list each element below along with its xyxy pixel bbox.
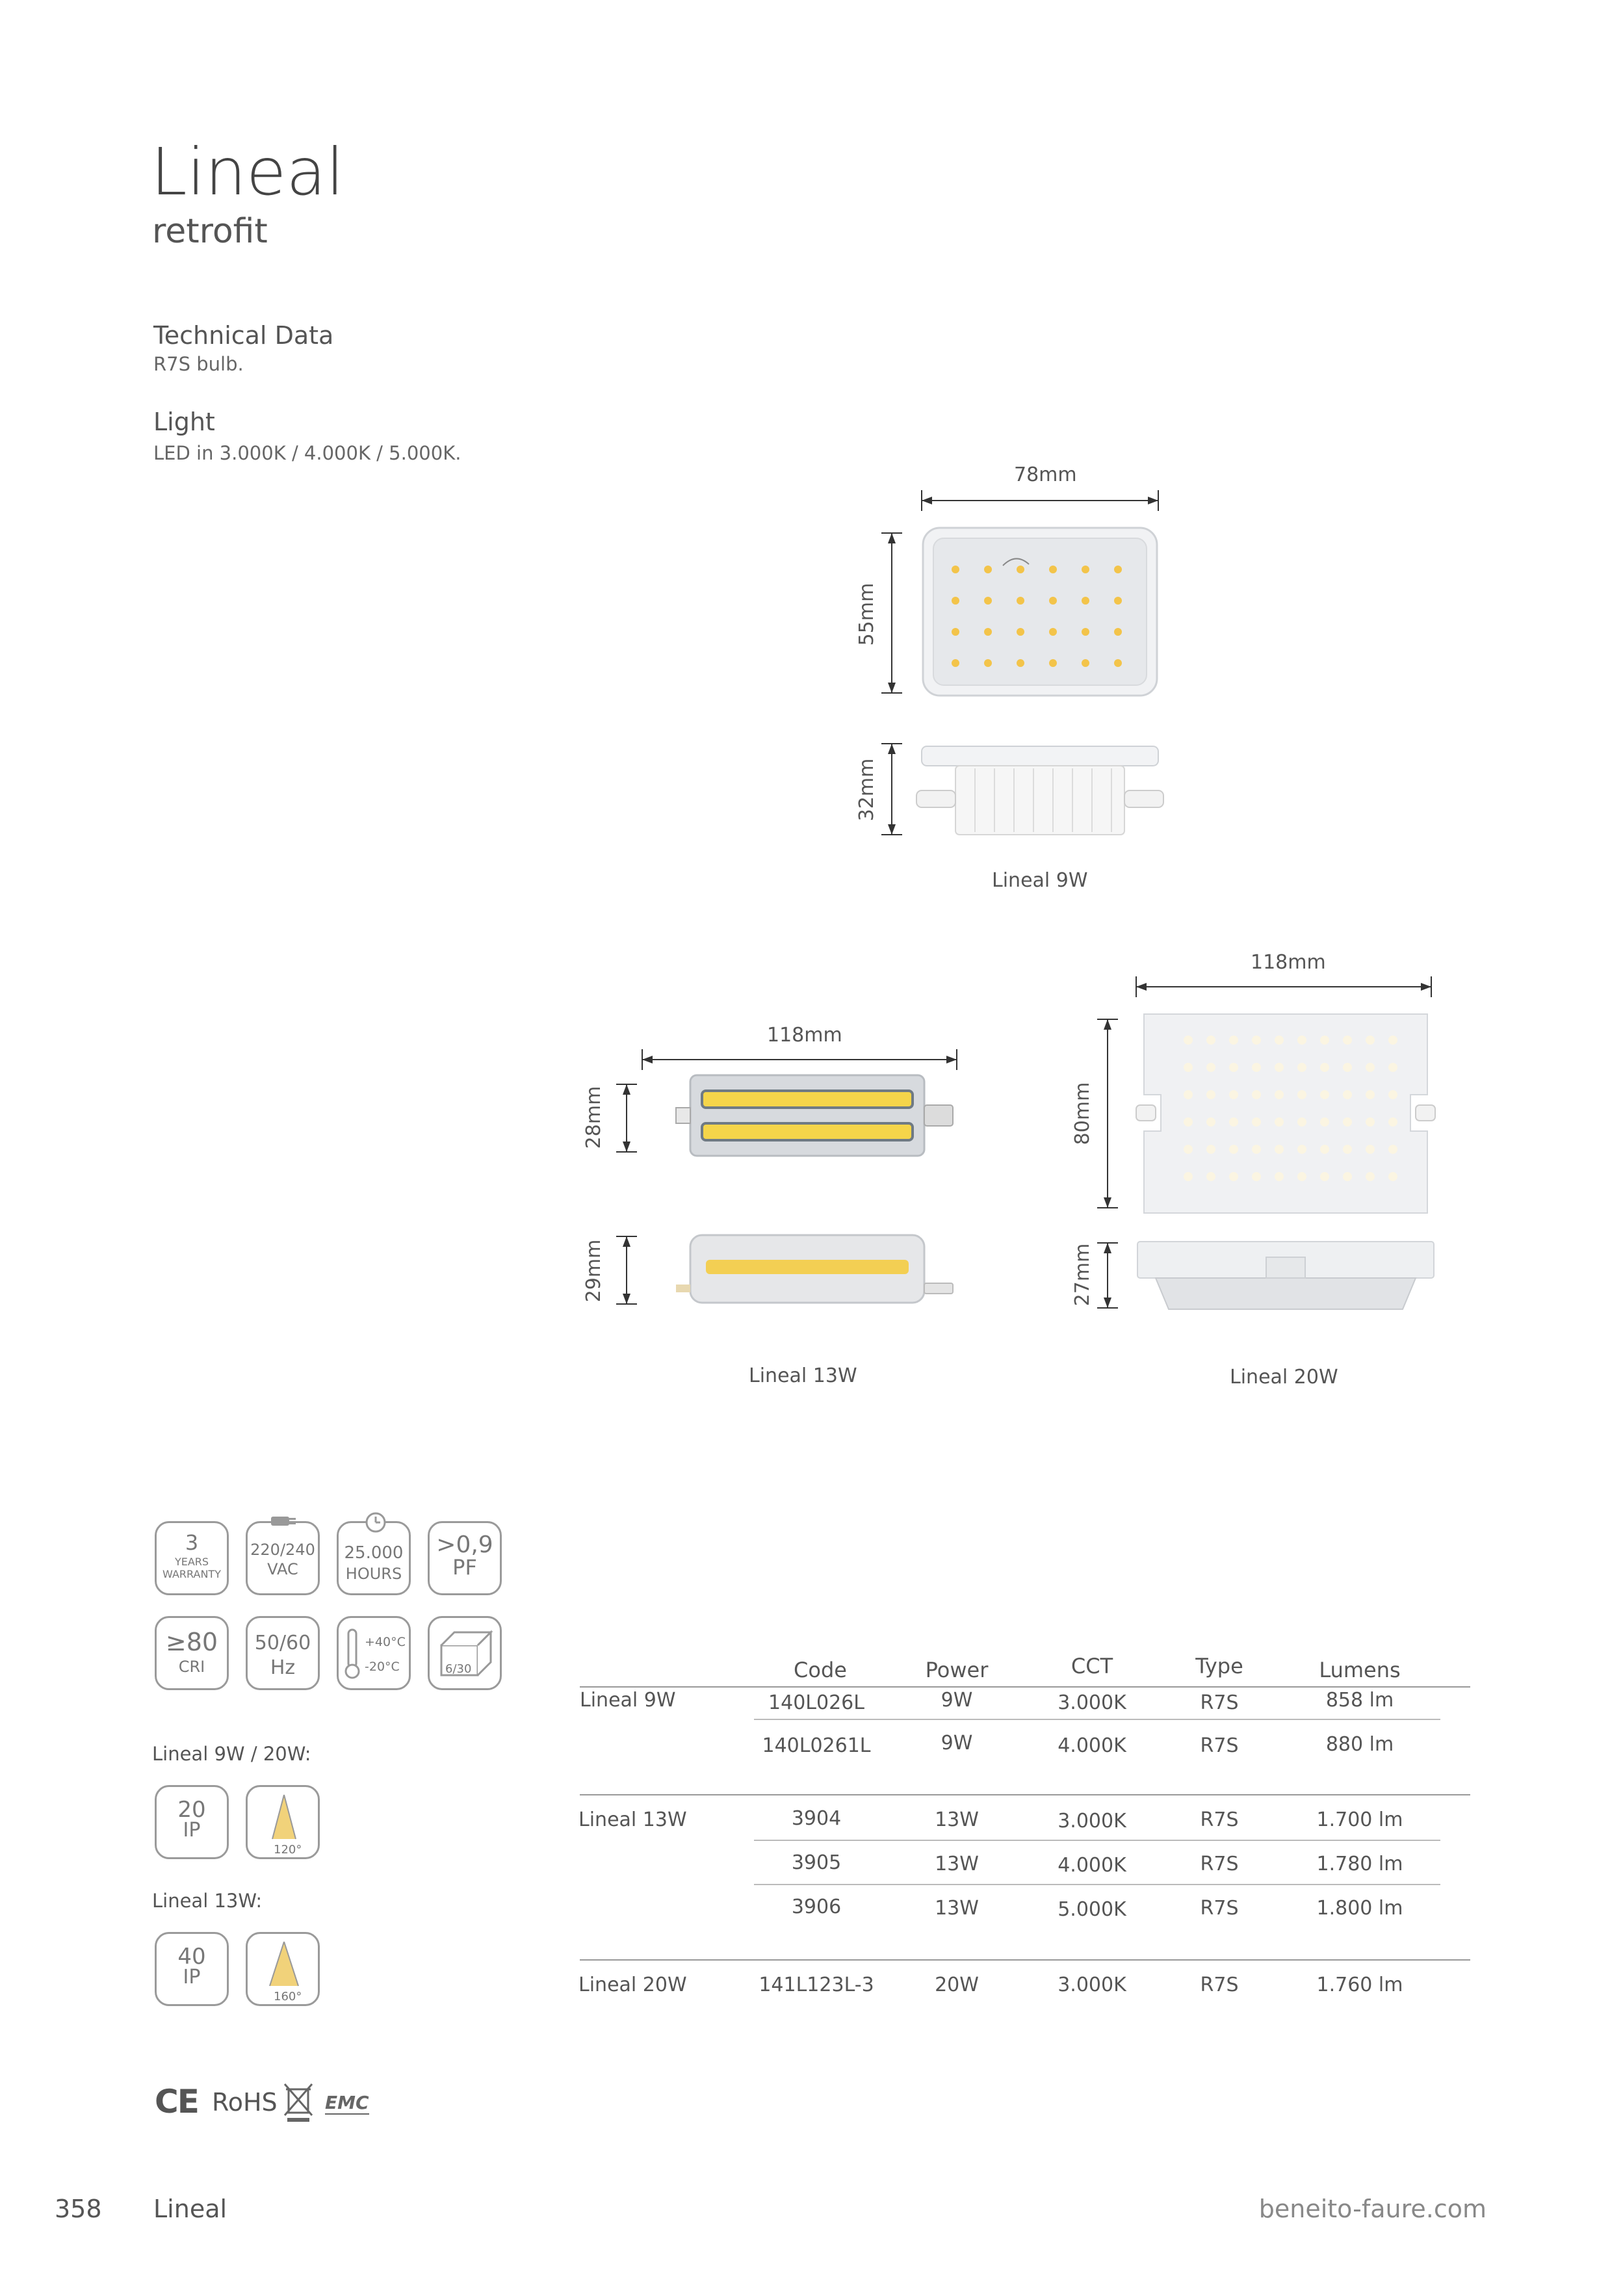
dimension-line-width (1131, 974, 1436, 1000)
table-divider (580, 1686, 1470, 1688)
table-cell-cct: 5.000K (1058, 1898, 1126, 1921)
footer-title: Lineal (153, 2195, 227, 2223)
table-cell-cct: 4.000K (1058, 1734, 1126, 1757)
table-cell-power: 13W (935, 1897, 979, 1920)
dimension-height-label: 80mm (1071, 1082, 1094, 1145)
dimension-line-width (637, 1047, 962, 1073)
table-divider (580, 1959, 1470, 1961)
table-cell-cct: 3.000K (1058, 1974, 1126, 1996)
dimension-width-label: 118mm (767, 1024, 842, 1047)
dimension-depth-label: 32mm (855, 758, 878, 822)
table-cell-type: R7S (1200, 1853, 1239, 1875)
dimension-depth-label: 29mm (582, 1239, 605, 1303)
lineal-13w-top-view (676, 1075, 955, 1156)
table-header-cct: CCT (1071, 1654, 1113, 1678)
pf-badge: >0,9 PF (428, 1521, 502, 1595)
packaging-badge: 6/30 (428, 1616, 502, 1690)
table-cell-lumens: 1.700 lm (1316, 1808, 1403, 1831)
ip-badge: 20 IP (155, 1785, 229, 1859)
table-group-lineal-20w: Lineal 20W (578, 1974, 687, 1996)
dimension-line-width (916, 488, 1163, 514)
lineal-9w-top-view (922, 527, 1158, 697)
voltage-badge: 220/240 VAC (246, 1521, 320, 1595)
table-header-type: Type (1195, 1654, 1243, 1678)
ce-mark: CE (155, 2083, 198, 2120)
table-cell-code: 3905 (791, 1851, 842, 1874)
ip-badge: 40 IP (155, 1932, 229, 2006)
cri-badge: ≥80 CRI (155, 1616, 229, 1690)
table-header-lumens: Lumens (1319, 1658, 1401, 1682)
lineal-13w-side-view (676, 1231, 955, 1307)
ip-group-label: Lineal 9W / 20W: (152, 1743, 311, 1765)
dimension-line-height (614, 1079, 640, 1157)
technical-text: R7S bulb. (153, 353, 244, 375)
beam-angle-badge: 160° (246, 1932, 320, 2006)
dimension-line-height (879, 528, 905, 698)
table-cell-power: 13W (935, 1853, 979, 1875)
table-cell-lumens: 880 lm (1325, 1733, 1394, 1756)
table-cell-type: R7S (1200, 1897, 1239, 1920)
table-cell-code: 141L123L-3 (759, 1974, 874, 1996)
caption-lineal-20w: Lineal 20W (1230, 1366, 1338, 1389)
light-heading: Light (153, 408, 215, 436)
dimension-width-label: 118mm (1251, 951, 1326, 974)
table-row-divider (754, 1840, 1440, 1841)
caption-lineal-9w: Lineal 9W (992, 869, 1088, 892)
table-row-divider (754, 1719, 1440, 1720)
caption-lineal-13w: Lineal 13W (749, 1364, 857, 1387)
footer-website-link[interactable]: beneito-faure.com (1258, 2195, 1487, 2223)
dimension-height-label: 28mm (582, 1086, 605, 1149)
beam-cone-icon (265, 1794, 304, 1840)
ip-group-label: Lineal 13W: (152, 1890, 263, 1912)
technical-heading: Technical Data (153, 321, 334, 350)
table-cell-code: 3904 (791, 1807, 842, 1830)
dimension-line-depth (614, 1231, 640, 1309)
dimension-height-label: 55mm (855, 582, 878, 646)
clock-icon (365, 1511, 387, 1533)
page-title: Lineal (151, 134, 344, 210)
lineal-20w-side-view (1136, 1240, 1435, 1312)
temperature-badge: +40°C -20°C (337, 1616, 411, 1690)
warranty-badge: 3 YEARS WARRANTY (155, 1521, 229, 1595)
table-cell-type: R7S (1200, 1974, 1239, 1996)
table-header-code: Code (794, 1658, 847, 1682)
beam-cone-icon (265, 1940, 304, 1987)
plug-icon (270, 1513, 300, 1530)
table-cell-type: R7S (1200, 1691, 1239, 1714)
table-cell-cct: 3.000K (1058, 1810, 1126, 1833)
table-cell-power: 9W (941, 1689, 973, 1712)
table-cell-cct: 4.000K (1058, 1854, 1126, 1877)
table-cell-power: 9W (941, 1732, 973, 1755)
table-cell-code: 140L0261L (762, 1734, 871, 1757)
table-cell-type: R7S (1200, 1734, 1239, 1757)
table-divider (580, 1794, 1470, 1795)
light-text: LED in 3.000K / 4.000K / 5.000K. (153, 442, 461, 464)
hours-badge: 25.000 HOURS (337, 1521, 411, 1595)
thermometer-icon (343, 1627, 362, 1682)
table-cell-code: 140L026L (768, 1691, 864, 1714)
page-number: 358 (55, 2195, 102, 2223)
frequency-badge: 50/60 Hz (246, 1616, 320, 1690)
beam-angle-badge: 120° (246, 1785, 320, 1859)
dimension-line-depth (879, 738, 905, 840)
dimension-line-height (1095, 1014, 1121, 1213)
table-cell-type: R7S (1200, 1808, 1239, 1831)
table-cell-lumens: 858 lm (1325, 1689, 1394, 1712)
table-cell-cct: 3.000K (1058, 1691, 1126, 1714)
dimension-depth-label: 27mm (1071, 1243, 1094, 1307)
lineal-20w-top-view (1136, 1014, 1435, 1213)
rohs-mark: RoHS (212, 2088, 278, 2117)
table-group-lineal-9w: Lineal 9W (580, 1689, 676, 1712)
emc-mark: EMC (325, 2092, 369, 2113)
weee-bin-icon (282, 2080, 315, 2123)
table-cell-code: 3906 (791, 1896, 842, 1918)
table-row-divider (754, 1884, 1440, 1885)
table-cell-power: 20W (935, 1974, 979, 1996)
table-cell-lumens: 1.760 lm (1316, 1974, 1403, 1996)
table-cell-lumens: 1.800 lm (1316, 1897, 1403, 1920)
table-group-lineal-13w: Lineal 13W (578, 1808, 687, 1831)
table-cell-lumens: 1.780 lm (1316, 1853, 1403, 1875)
dimension-line-depth (1095, 1238, 1121, 1313)
table-header-power: Power (925, 1658, 989, 1682)
dimension-width-label: 78mm (1014, 463, 1077, 486)
table-cell-power: 13W (935, 1808, 979, 1831)
lineal-9w-side-view (916, 741, 1163, 839)
page-subtitle: retrofit (152, 212, 268, 251)
